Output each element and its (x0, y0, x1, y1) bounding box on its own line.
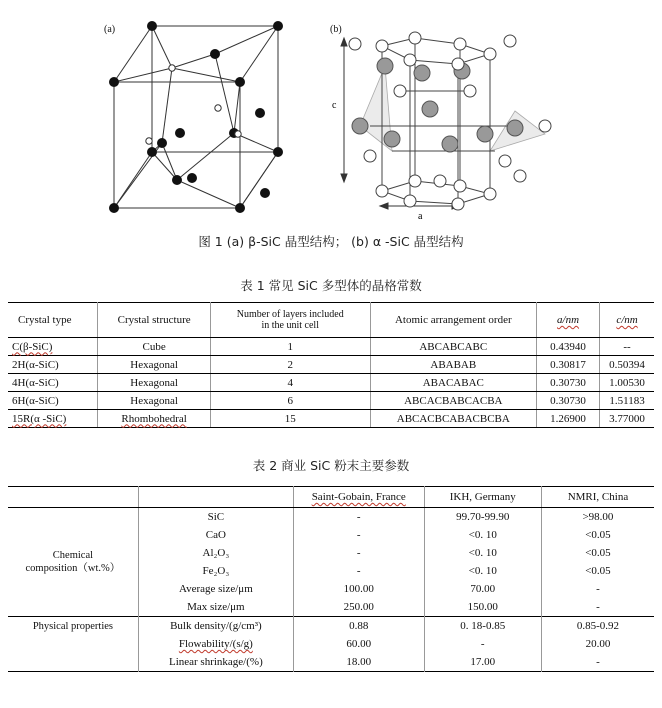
table-row (8, 338, 654, 356)
cell-saint: 60.00 (293, 635, 424, 653)
cell-param: Bulk density/(g/cm³) (138, 617, 293, 636)
cell-ikh: 150.00 (424, 598, 541, 617)
cell-saint: - (293, 562, 424, 580)
header-arrangement: Atomic arrangement order (370, 303, 536, 338)
cell-ikh: - (424, 635, 541, 653)
cell-saint: - (293, 526, 424, 544)
cell-c: 1.51183 (600, 392, 654, 410)
cell-nmri: 0.85-0.92 (541, 617, 654, 636)
table-row (8, 374, 654, 392)
table1-caption: 表 1 常见 SiC 多型体的晶格常数 (240, 278, 422, 293)
header-nmri: NMRI, China (541, 487, 654, 508)
cell-a: 1.26900 (536, 410, 599, 428)
cell-structure: Hexagonal (98, 374, 211, 392)
cell-c: 1.00530 (600, 374, 654, 392)
cell-param: SiC (138, 508, 293, 527)
table2-header-row (8, 487, 654, 508)
cell-ikh: 17.00 (424, 653, 541, 672)
cell-c: 3.77000 (600, 410, 654, 428)
cell-a: 0.30730 (536, 374, 599, 392)
header-layers-line2: in the unit cell (261, 320, 319, 331)
header-crystal-type: Crystal type (8, 303, 98, 338)
header-saint-gobain: Saint-Gobain, France (293, 487, 424, 508)
cell-type: 15R(α -SiC) (8, 410, 98, 428)
table-row (8, 392, 654, 410)
cell-order: ABCABCABC (370, 338, 536, 356)
cell-ikh: 70.00 (424, 580, 541, 598)
cell-layers: 6 (210, 392, 370, 410)
cell-saint: - (293, 544, 424, 562)
lattice-constants-table (8, 302, 654, 428)
alpha-sic-hexagonal-structure (330, 16, 570, 226)
cell-nmri: - (596, 656, 600, 668)
group-physical-properties: Physical properties (8, 617, 138, 672)
cell-nmri: - (596, 601, 600, 613)
cell-saint: 250.00 (293, 598, 424, 617)
cell-param: Al₂O₃ (138, 544, 293, 562)
header-crystal-structure: Crystal structure (98, 303, 211, 338)
cell-order: ABCACBABCACBA (370, 392, 536, 410)
group1-line1: Chemical (52, 550, 94, 561)
header-group (8, 487, 138, 508)
panel-b-label: (b) (330, 24, 342, 35)
cell-structure: Cube (98, 338, 211, 356)
crystal-structure-figure (0, 0, 662, 226)
cell-ikh: <0. 10 (424, 544, 541, 562)
cell-nmri: <0.05 (585, 529, 611, 541)
header-layers-line1: Number of layers included (236, 309, 344, 320)
figure-caption: 图 1 (a) β-SiC 晶型结构； (b) α -SiC 晶型结构 (198, 234, 464, 249)
cell-saint: 100.00 (293, 580, 424, 598)
cell-order: ABCACBCABACBCBA (370, 410, 536, 428)
cell-param: Fe₂O₃ (138, 562, 293, 580)
cell-type: 6H(α-SiC) (8, 392, 98, 410)
group-chemical-composition (8, 508, 138, 617)
cell-param: Flowability/(s/g) (138, 635, 293, 653)
header-c-nm: c/nm (600, 303, 654, 338)
cell-a: 0.43940 (536, 338, 599, 356)
cell-nmri: 20.00 (585, 638, 611, 650)
beta-sic-cubic-structure (100, 18, 300, 218)
cell-layers: 1 (210, 338, 370, 356)
cell-order: ABABAB (370, 356, 536, 374)
cell-saint: - (293, 508, 424, 527)
cell-structure: Hexagonal (98, 356, 211, 374)
table-row (8, 508, 654, 527)
table-row (8, 617, 654, 636)
cell-order: ABACABAC (370, 374, 536, 392)
cell-ikh: 99.70-99.90 (424, 508, 541, 527)
cell-type: C(β-SiC) (8, 338, 98, 356)
cell-param: Linear shrinkage/(%) (138, 653, 293, 672)
header-layers (210, 303, 370, 338)
cell-type: 2H(α-SiC) (8, 356, 98, 374)
cell-nmri: <0.05 (585, 547, 611, 559)
commercial-sic-powder-table (8, 486, 654, 672)
cell-nmri: - (596, 583, 600, 595)
cell-c: -- (600, 338, 654, 356)
a-axis-label: a (418, 211, 423, 222)
cell-param: CaO (138, 526, 293, 544)
cell-layers: 2 (210, 356, 370, 374)
cell-param: Max size/μm (138, 598, 293, 617)
cell-type: 4H(α-SiC) (8, 374, 98, 392)
cell-layers: 15 (210, 410, 370, 428)
cell-ikh: <0. 10 (424, 526, 541, 544)
group1-line2: composition（wt.%） (25, 563, 121, 574)
cell-ikh: 0. 18-0.85 (424, 617, 541, 636)
cell-a: 0.30817 (536, 356, 599, 374)
c-axis-label: c (332, 100, 337, 111)
cell-a: 0.30730 (536, 392, 599, 410)
header-param (138, 487, 293, 508)
cell-layers: 4 (210, 374, 370, 392)
cell-structure: Rhombohedral (98, 410, 211, 428)
cell-param: Average size/μm (138, 580, 293, 598)
panel-a-label: (a) (104, 24, 116, 35)
table-row (8, 410, 654, 428)
cell-ikh: <0. 10 (424, 562, 541, 580)
cell-saint: 0.88 (293, 617, 424, 636)
cell-saint: 18.00 (293, 653, 424, 672)
header-a-nm: a/nm (536, 303, 599, 338)
cell-structure: Hexagonal (98, 392, 211, 410)
table1-header-row (8, 303, 654, 338)
cell-c: 0.50394 (600, 356, 654, 374)
cell-nmri: >98.00 (582, 511, 614, 523)
table-row (8, 356, 654, 374)
cell-nmri: <0.05 (585, 565, 611, 577)
table2-caption: 表 2 商业 SiC 粉末主要参数 (252, 458, 410, 473)
header-ikh: IKH, Germany (424, 487, 541, 508)
